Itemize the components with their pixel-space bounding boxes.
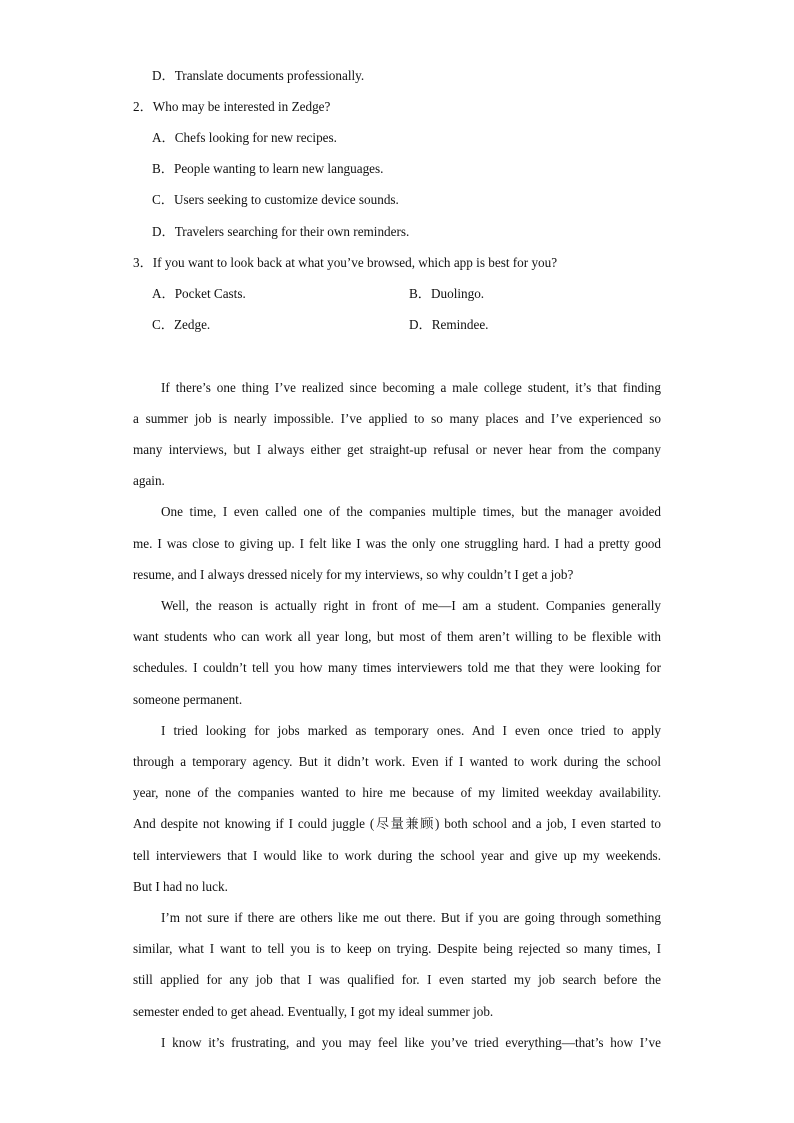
passage-p1-line-2: a summer job is nearly impossible. I’ve applied to so many places and I’ve experienced so xyxy=(133,411,661,426)
q2-option-b: B．People wanting to learn new languages. xyxy=(152,161,384,176)
passage-p6-line-1: I know it’s frustrating, and you may feel like you’ve tried everything—that’s how I’ve xyxy=(161,1035,661,1050)
passage-p3-line-2: want students who can work all year long, but most of them aren’t willing to be flexible with xyxy=(133,629,661,644)
passage-p1-line-3: many interviews, but I always either get straight-up refusal or never hear from the company xyxy=(133,442,661,457)
passage-p5-line-1: I’m not sure if there are others like me out there. But if you are going through something xyxy=(161,910,661,925)
passage-p1-line-4: again. xyxy=(133,473,165,488)
passage-p2-line-3: resume, and I always dressed nicely for my interviews, so why couldn’t I get a job? xyxy=(133,567,574,582)
passage-p4-line-5: tell interviewers that I would like to work during the school year and give up my weekends. xyxy=(133,848,661,863)
q2-option-c: C．Users seeking to customize device sounds. xyxy=(152,192,399,207)
passage-p4-line-1: I tried looking for jobs marked as temporary ones. And I even once tried to apply xyxy=(161,723,661,738)
passage-p5-line-4: semester ended to get ahead. Eventually, I got my ideal summer job. xyxy=(133,1004,494,1019)
passage-p4-line-2: through a temporary agency. But it didn’t work. Even if I wanted to work during the school xyxy=(133,754,661,769)
passage-p3-line-4: someone permanent. xyxy=(133,692,243,707)
passage-p4-line-6: But I had no luck. xyxy=(133,879,228,894)
passage-p4-line-3: year, none of the companies wanted to hire me because of my limited weekday availability. xyxy=(133,785,661,800)
passage-p5-line-3: still applied for any job that I was qualified for. I even started my job search before the xyxy=(133,972,661,987)
q2-stem: 2．Who may be interested in Zedge? xyxy=(133,99,331,114)
passage-p3-line-3: schedules. I couldn’t tell you how many times interviewers told me that they were looking for xyxy=(133,660,661,675)
passage-p2-line-2: me. I was close to giving up. I felt like I was the only one struggling hard. I had a pretty good xyxy=(133,536,661,551)
q3-stem: 3．If you want to look back at what you’ve browsed, which app is best for you? xyxy=(133,255,558,270)
passage-p3-line-1: Well, the reason is actually right in front of me—I am a student. Companies generally xyxy=(161,598,661,613)
q3-option-d: D．Remindee. xyxy=(409,317,489,332)
q3-option-c: C．Zedge. xyxy=(152,317,211,332)
passage-p5-line-2: similar, what I want to tell you is to keep on trying. Despite being rejected so many times, I xyxy=(133,941,661,956)
q3-option-b: B．Duolingo. xyxy=(409,286,485,301)
passage-p2-line-1: One time, I even called one of the companies multiple times, but the manager avoided xyxy=(161,504,661,519)
passage-p4-line-4: And despite not knowing if I could juggle (尽量兼顾) both school and a job, I even started to xyxy=(133,816,661,831)
q2-option-a: A．Chefs looking for new recipes. xyxy=(152,130,337,145)
q2-option-d: D．Travelers searching for their own reminders. xyxy=(152,224,410,239)
passage-p1-line-1: If there’s one thing I’ve realized since becoming a male college student, it’s that finding xyxy=(161,380,661,395)
q3-option-a: A．Pocket Casts. xyxy=(152,286,246,301)
q1-option-d: D．Translate documents professionally. xyxy=(152,68,365,83)
